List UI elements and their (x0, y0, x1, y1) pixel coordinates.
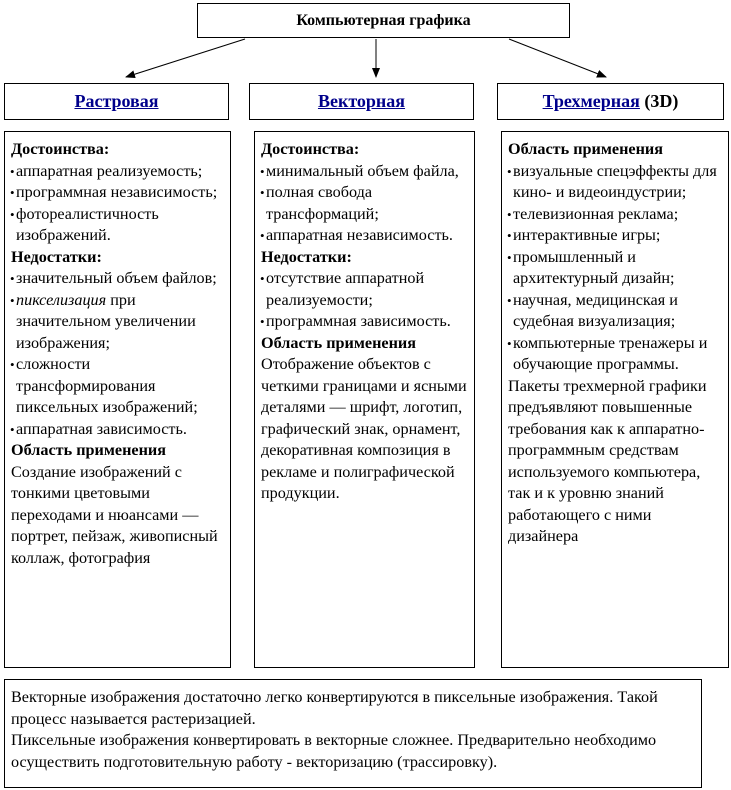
raster-application-text: Создание изображений с тонкими цветовыми переходами и нюансами — портрет, пейзаж, живописный коллаж, фотография (11, 462, 218, 567)
root-title: Компьютерная графика (296, 12, 471, 29)
arrow-to-3d (509, 39, 606, 77)
vector-application-title: Область применения (261, 333, 416, 352)
three-d-column (501, 131, 729, 668)
three-d-application-item: • промышленный и архитектурный дизайн; (508, 247, 724, 290)
vector-title-link[interactable]: Векторная (317, 91, 406, 111)
raster-header (4, 83, 229, 120)
vector-application-text: Отображение объектов с четкими границами и ясными деталями — шрифт, логотип, графический знак, орнамент, декоративная композиция в рекламе и полиграфической продукции. (261, 355, 467, 502)
vector-advantage-item: • аппаратная независимость. (261, 225, 470, 247)
vector-disadvantage-item: • отсутствие аппаратной реализуемости; (261, 268, 470, 311)
three-d-suffix: (3D) (644, 91, 679, 111)
vectorization-note: Пиксельные изображения конвертировать в векторные сложнее. Предварительно необходимо осуществить подготовительную работу - векторизацию (трассировку). (11, 731, 657, 771)
three-d-title-link[interactable]: Трехмерная (542, 91, 640, 111)
three-d-application-item: • научная, медицинская и судебная визуализация; (508, 290, 724, 333)
raster-disadvantage-item: • значительный объем файлов; (11, 268, 226, 290)
rasterization-note: Векторные изображения достаточно легко конвертируются в пиксельные изображения. Такой процесс называется растеризацией. (11, 688, 658, 728)
three-d-application-item: • телевизионная реклама; (508, 204, 724, 226)
three-d-application-item: • визуальные спецэффекты для кино- и видеоиндустрии; (508, 161, 724, 204)
three-d-application-item: • интерактивные игры; (508, 225, 724, 247)
vector-disadvantages-title: Недостатки: (261, 247, 352, 266)
arrow-to-raster (126, 39, 245, 77)
raster-column (4, 131, 231, 668)
three-d-application-item: • компьютерные тренажеры и обучающие программы. (508, 333, 724, 376)
raster-advantage-item: • аппаратная реализуемость; (11, 161, 226, 183)
vector-header (249, 83, 474, 120)
raster-advantage-item: • фотореалистичность изображений. (11, 204, 226, 247)
raster-disadvantage-item: • сложности трансформирования пиксельных изображений; (11, 354, 226, 419)
vector-advantages-title: Достоинства: (261, 140, 360, 158)
root-title-box (197, 3, 570, 38)
raster-disadvantage-item: • аппаратная зависимость. (11, 419, 226, 441)
three-d-header (497, 83, 724, 120)
vector-advantage-item: • минимальный объем файла, (261, 161, 470, 183)
raster-application-title: Область применения (11, 441, 166, 459)
vector-advantage-item: • полная свобода трансформаций; (261, 182, 470, 225)
conversion-note-box (4, 679, 702, 788)
three-d-requirements-text: Пакеты трехмерной графики предъявляют повышенные требования как к аппаратно-программным средствам используемого компьютера, так и к уровню знаний работающего с ними дизайнера (508, 376, 707, 545)
raster-advantages-title: Достоинства: (11, 140, 110, 158)
raster-disadvantage-item: • пикселизация при значительном увеличении изображения; (11, 290, 226, 355)
raster-disadvantages-title: Недостатки: (11, 247, 102, 266)
raster-title-link[interactable]: Растровая (74, 91, 159, 111)
raster-advantage-item: • программная независимость; (11, 182, 226, 204)
vector-disadvantage-item: • программная зависимость. (261, 311, 470, 333)
three-d-application-title: Область применения (508, 140, 663, 158)
vector-column (254, 131, 475, 668)
pixelization-term: пикселизация (16, 290, 107, 309)
